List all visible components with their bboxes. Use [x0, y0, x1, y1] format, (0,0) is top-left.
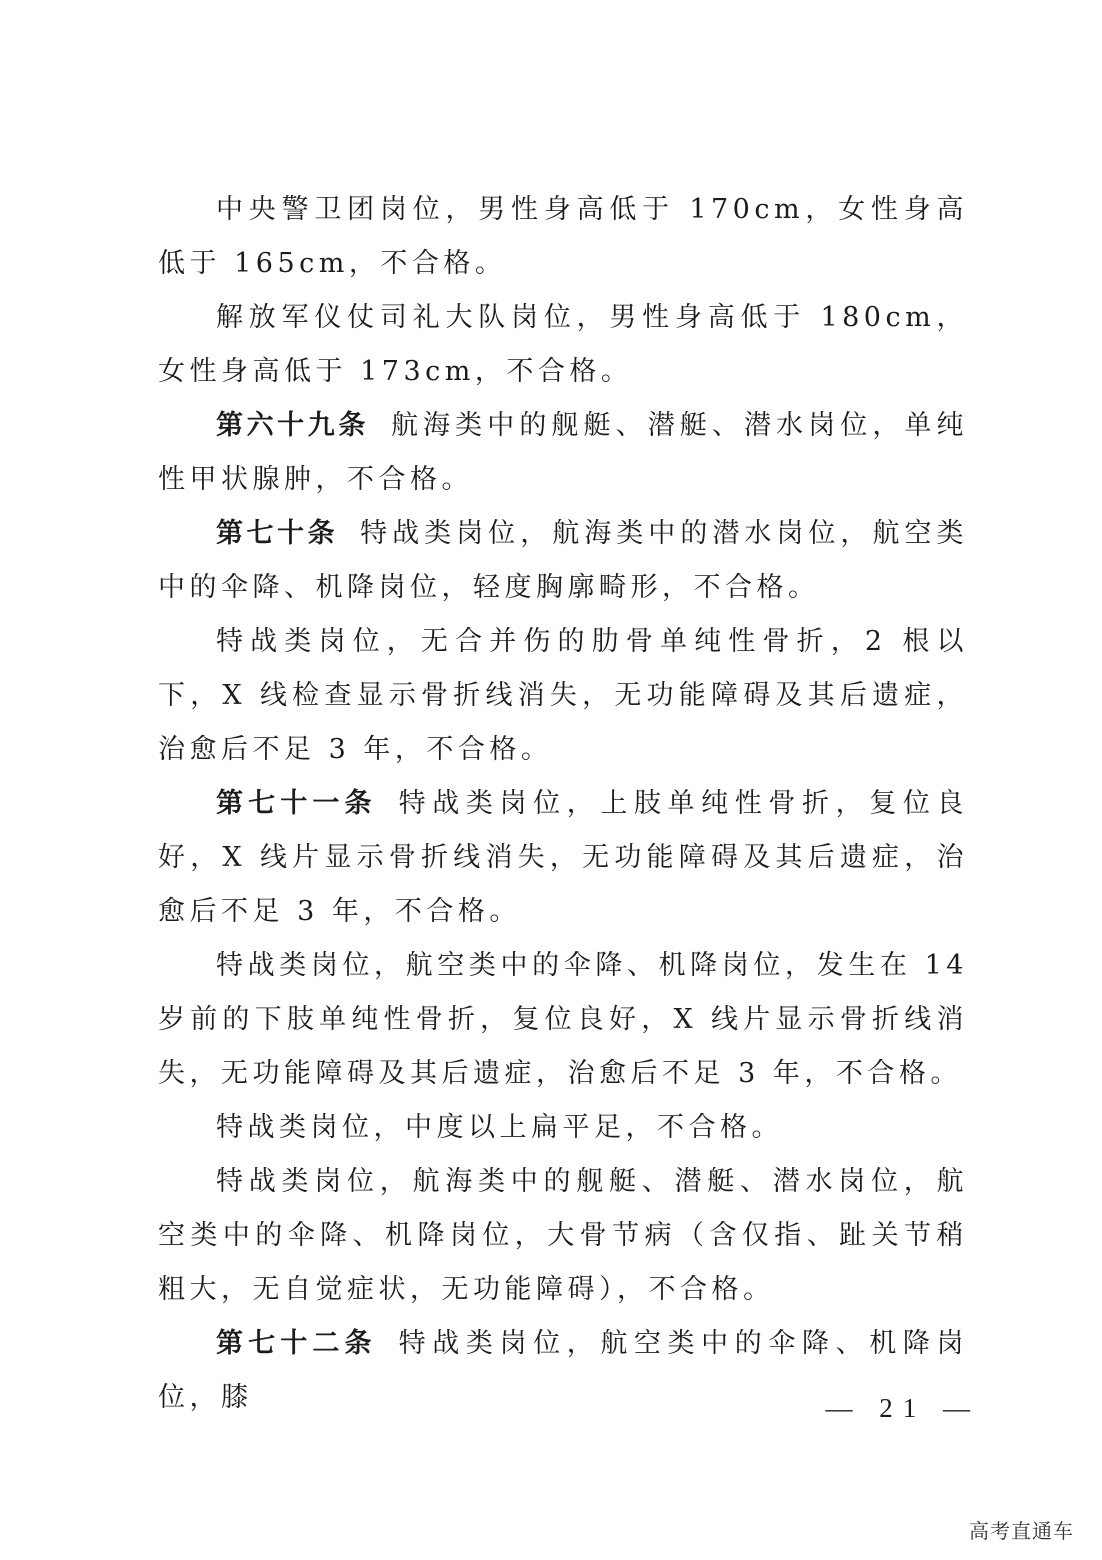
paragraph-text: 航海类中的舰艇、潜艇、潜水岗位，单纯性甲状腺肿，不合格。	[158, 410, 969, 495]
document-body	[158, 183, 968, 1425]
paragraph-text: 特战类岗位，航空类中的伞降、机降岗位，膝	[158, 1328, 969, 1413]
paragraph-text: 特战类岗位，航空类中的伞降、机降岗位，发生在 14 岁前的下肢单纯性骨折，复位良好，X 线片显示骨折线消失，无功能障碍及其后遗症，治愈后不足 3 年，不合格。	[158, 950, 968, 1089]
article-heading: 第六十九条	[216, 410, 369, 441]
paragraph-text: 特战类岗位，上肢单纯性骨折，复位良好，X 线片显示骨折线消失，无功能障碍及其后遗症，治愈后不足 3 年，不合格。	[158, 788, 969, 927]
paragraph-text: 解放军仪仗司礼大队岗位，男性身高低于 180cm，女性身高低于 173cm，不合格。	[158, 302, 968, 387]
paragraph-9	[158, 1155, 968, 1317]
article-heading: 第七十二条	[216, 1328, 377, 1359]
paragraph-8	[158, 1101, 968, 1155]
paragraph-text: 特战类岗位，无合并伤的肋骨单纯性骨折，2 根以下，X 线检查显示骨折线消失，无功能障碍及其后遗症，治愈后不足 3 年，不合格。	[158, 626, 968, 765]
article-heading: 第七十一条	[216, 788, 377, 819]
paragraph-text: 特战类岗位，中度以上扁平足，不合格。	[216, 1112, 783, 1143]
page-number: — 21 —	[825, 1393, 980, 1423]
paragraph-text: 中央警卫团岗位，男性身高低于 170cm，女性身高低于 165cm，不合格。	[158, 194, 968, 279]
paragraph-4	[158, 507, 968, 615]
paragraph-3	[158, 399, 968, 507]
watermark: 高考直通车	[969, 1519, 1074, 1543]
paragraph-7	[158, 939, 968, 1101]
paragraph-text: 特战类岗位，航海类中的舰艇、潜艇、潜水岗位，航空类中的伞降、机降岗位，大骨节病（含仅指、趾关节稍粗大，无自觉症状，无功能障碍），不合格。	[158, 1166, 968, 1305]
paragraph-2	[158, 291, 968, 399]
paragraph-text: 特战类岗位，航海类中的潜水岗位，航空类中的伞降、机降岗位，轻度胸廓畸形，不合格。	[158, 518, 969, 603]
paragraph-6	[158, 777, 968, 939]
paragraph-1	[158, 183, 968, 291]
article-heading: 第七十条	[216, 518, 339, 549]
paragraph-5	[158, 615, 968, 777]
